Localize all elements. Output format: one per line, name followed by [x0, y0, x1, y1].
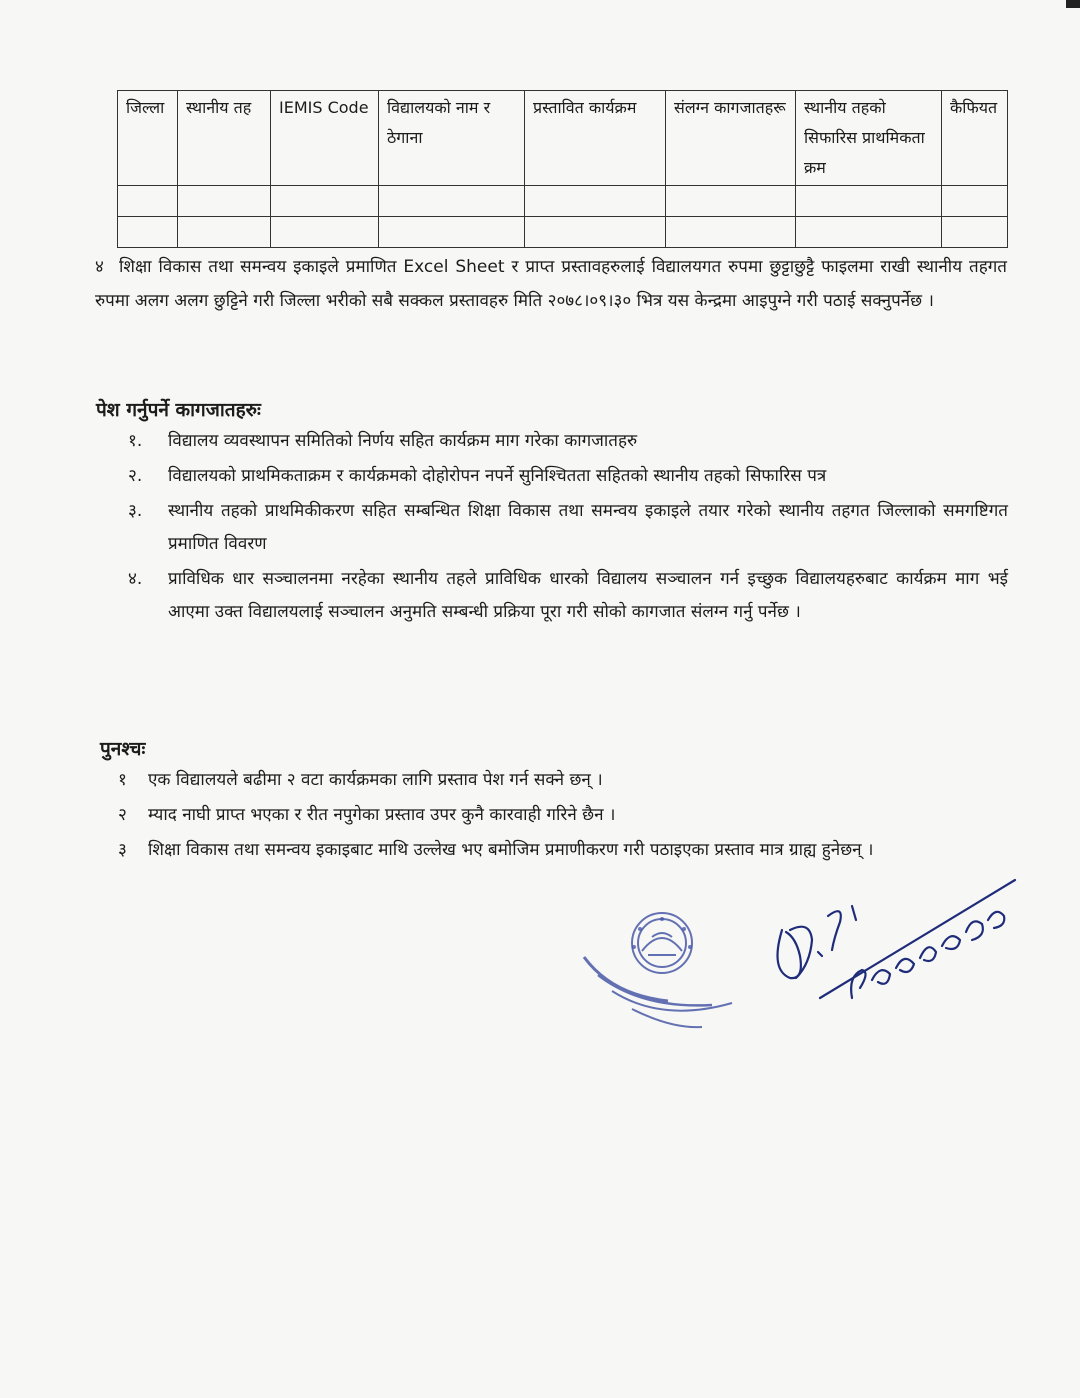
list-item: १. विद्यालय व्यवस्थापन समितिको निर्णय सहित कार्यक्रम माग गरेका कागजातहरु	[128, 431, 638, 451]
scan-edge-mark	[1066, 0, 1080, 8]
list-item: २. विद्यालयको प्राथमिकताक्रम र कार्यक्रमको दोहोरोपन नपर्ने सुनिश्चितता सहितको स्थानीय तहको सिफारिस पत्र	[128, 466, 827, 486]
table-header-row	[118, 91, 1008, 186]
proposal-table	[117, 90, 1008, 248]
col-local-level: स्थानीय तह	[178, 91, 271, 186]
col-iemis-code: IEMIS Code	[271, 91, 379, 186]
list-item: २ म्याद नाघी प्राप्त भएका र रीत नपुगेका प्रस्ताव उपर कुनै कारवाही गरिने छैन ।	[118, 805, 616, 825]
instruction-point-4	[95, 250, 1007, 318]
postscript-heading: पुनश्चः	[100, 738, 146, 760]
col-district: जिल्ला	[118, 91, 178, 186]
documents-list	[128, 425, 1008, 629]
list-item: ४. प्राविधिक धार सञ्चालनमा नरहेका स्थानीय तहले प्राविधिक धारको विद्यालय सञ्चालन गर्न इच्छुक विद्यालयहरुबाट कार्यक्रम माग भई आएमा उक्त विद्यालयलाई सञ्चालन अनुमति सम्बन्धी प्रक्रिया पूरा गरी सोको कागजात संलग्न गर्नु पर्नेछ ।	[128, 569, 1008, 622]
handwritten-signature	[760, 860, 1030, 1020]
col-school-name: विद्यालयको नाम र ठेगाना	[379, 91, 525, 186]
list-item: ३ शिक्षा विकास तथा समन्वय इकाइबाट माथि उल्लेख भए बमोजिम प्रमाणीकरण गरी पठाइएका प्रस्ताव मात्र ग्राह्य हुनेछन् ।	[118, 840, 874, 860]
point-text: शिक्षा विकास तथा समन्वय इकाइले प्रमाणित Excel Sheet र प्राप्त प्रस्तावहरुलाई विद्यालयगत रुपमा छुट्टाछुट्टै फाइलमा राखी स्थानीय तहगत रुपमा अलग अलग छुट्टिने गरी जिल्ला भरीको सबै सक्कल प्रस्तावहरु मिति २०७८।०९।३० भित्र यस केन्द्रमा आइपुग्ने गरी पठाई सक्नुपर्नेछ ।	[95, 257, 1007, 311]
col-recommendation-priority: स्थानीय तहको सिफारिस प्राथमिकता क्रम	[796, 91, 942, 186]
official-seal-stamp	[572, 905, 752, 1045]
col-proposed-program: प्रस्तावित कार्यक्रम	[525, 91, 666, 186]
col-attachments: संलग्न कागजातहरू	[666, 91, 796, 186]
documents-heading: पेश गर्नुपर्ने कागजातहरुः	[96, 399, 261, 421]
table-row	[118, 217, 1008, 248]
postscript-list	[118, 764, 998, 867]
list-item: १ एक विद्यालयले बढीमा २ वटा कार्यक्रमका लागि प्रस्ताव पेश गर्न सक्ने छन् ।	[118, 770, 603, 790]
col-remarks: कैफियत	[942, 91, 1008, 186]
list-item: ३. स्थानीय तहको प्राथमिकीकरण सहित सम्बन्धित शिक्षा विकास तथा समन्वय इकाइले तयार गरेको स्थानीय तहगत जिल्लाको समगष्टिगत प्रमाणित विवरण	[128, 501, 1008, 554]
point-number: ४	[95, 257, 104, 277]
table-row	[118, 186, 1008, 217]
